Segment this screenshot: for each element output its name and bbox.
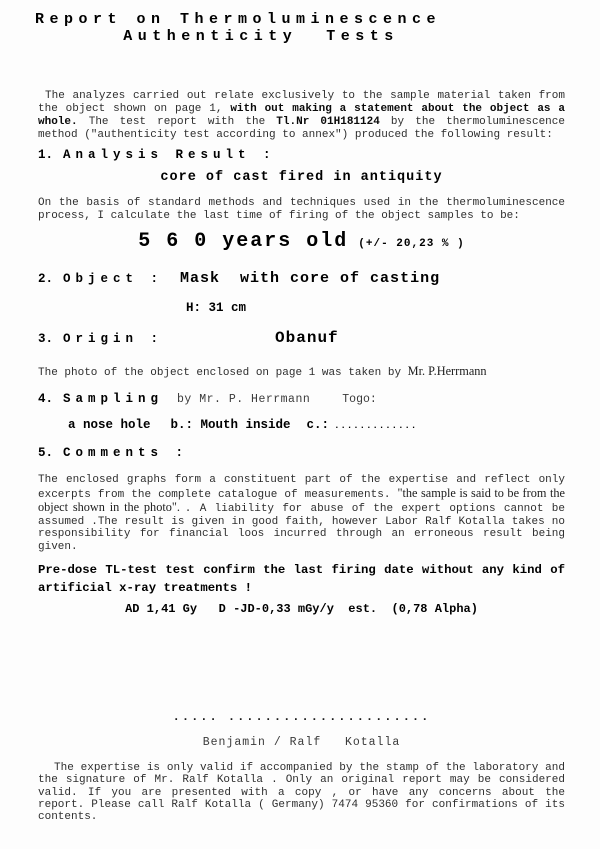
section5-heading bbox=[38, 446, 188, 460]
section4-number: 4. bbox=[38, 392, 54, 406]
comments-quote: "the sample is said to be from the object shown in the photo". bbox=[38, 485, 565, 515]
section4-label: Sampling bbox=[63, 392, 164, 406]
signature-name: Benjamin / Ralf Kotalla bbox=[202, 736, 401, 749]
section2-label: Object : bbox=[63, 272, 164, 286]
section5-label: Comments : bbox=[63, 446, 189, 460]
section1-number: 1. bbox=[38, 148, 54, 162]
sample-c-dots: ............. bbox=[334, 421, 418, 431]
comments-paragraph bbox=[38, 474, 565, 554]
intro-paragraph bbox=[38, 90, 565, 142]
report-title-line2: Authenticity Tests bbox=[123, 28, 399, 45]
comments-text-1: The enclosed graphs form a constituent part of the expertise and reflect only excerpts from the complete catalogue of measurements. bbox=[38, 474, 565, 501]
sample-b: b.: Mouth inside bbox=[170, 418, 291, 432]
section1-heading bbox=[38, 148, 276, 162]
footer-validity-note: The expertise is only valid if accompanied by the stamp of the laboratory and the signature of Mr. Ralf Kotalla . Only an original report may be considered valid. If you are presented with a copy , or have any concerns about the report. Please call Ralf Kotalla ( Germany) 7474 95360 for confirmations of its contents. bbox=[38, 762, 565, 824]
sampled-by: by Mr. P. Herrmann bbox=[177, 393, 311, 406]
section2-number: 2. bbox=[38, 272, 54, 286]
section3-label: Origin : bbox=[63, 332, 164, 346]
age-tolerance: (+/- 20,23 % ) bbox=[358, 238, 465, 250]
report-title-line1: Report on Thermoluminescence bbox=[35, 11, 442, 28]
method-paragraph: On the basis of standard methods and techniques used in the thermoluminescence process, I calculate the last time of firing of the object samples to be: bbox=[38, 197, 565, 222]
intro-bold-statement: with out making a statement about the object as a whole. bbox=[38, 103, 565, 128]
signature-dotted-line: ..... ...................... bbox=[172, 710, 431, 724]
photo-note-text: The photo of the object enclosed on page 1 was taken by bbox=[38, 367, 408, 379]
sampling-location: Togo: bbox=[342, 393, 377, 406]
sample-points-line bbox=[68, 418, 417, 432]
section3-heading bbox=[38, 329, 339, 347]
object-value: Mask with core of casting bbox=[180, 270, 441, 287]
age-result-line bbox=[38, 230, 565, 253]
photographer-name: Mr. P.Herrmann bbox=[407, 364, 487, 378]
analysis-result-value: core of cast fired in antiquity bbox=[160, 170, 443, 185]
sample-a: a nose hole bbox=[68, 418, 151, 432]
section4-heading bbox=[38, 392, 377, 406]
section1-label: Analysis Result : bbox=[63, 148, 276, 162]
section5-number: 5. bbox=[38, 446, 54, 460]
photo-note bbox=[38, 364, 578, 379]
dose-values-line: AD 1,41 Gy D -JD-0,33 mGy/y est. (0,78 Alpha) bbox=[125, 602, 478, 616]
intro-text-1: The analyzes carried out relate exclusively to the sample material taken from the object shown on page 1, bbox=[38, 90, 565, 115]
section2-heading bbox=[38, 270, 440, 287]
intro-text-2: The test report with the bbox=[77, 116, 277, 128]
predose-note: Pre-dose TL-test test confirm the last firing date without any kind of artificial x-ray treatments ! bbox=[38, 563, 565, 595]
tl-number: Tl.Nr 01H181124 bbox=[276, 116, 380, 128]
section3-number: 3. bbox=[38, 332, 54, 346]
comments-text-2: . A liability for abuse of the expert options cannot be assumed .The result is given in good faith, however Labor Ralf Kotalla takes no responsibility for financial loos incurred through an erroneous result being given. bbox=[38, 503, 565, 553]
sample-c: c.: bbox=[306, 418, 330, 432]
object-height: H: 31 cm bbox=[186, 301, 247, 315]
intro-text-3: by the thermoluminescence method ("authenticity test according to annex") produced the following result: bbox=[38, 116, 565, 141]
origin-value: Obanuf bbox=[275, 329, 339, 347]
age-value: 5 6 0 years old bbox=[138, 230, 349, 253]
